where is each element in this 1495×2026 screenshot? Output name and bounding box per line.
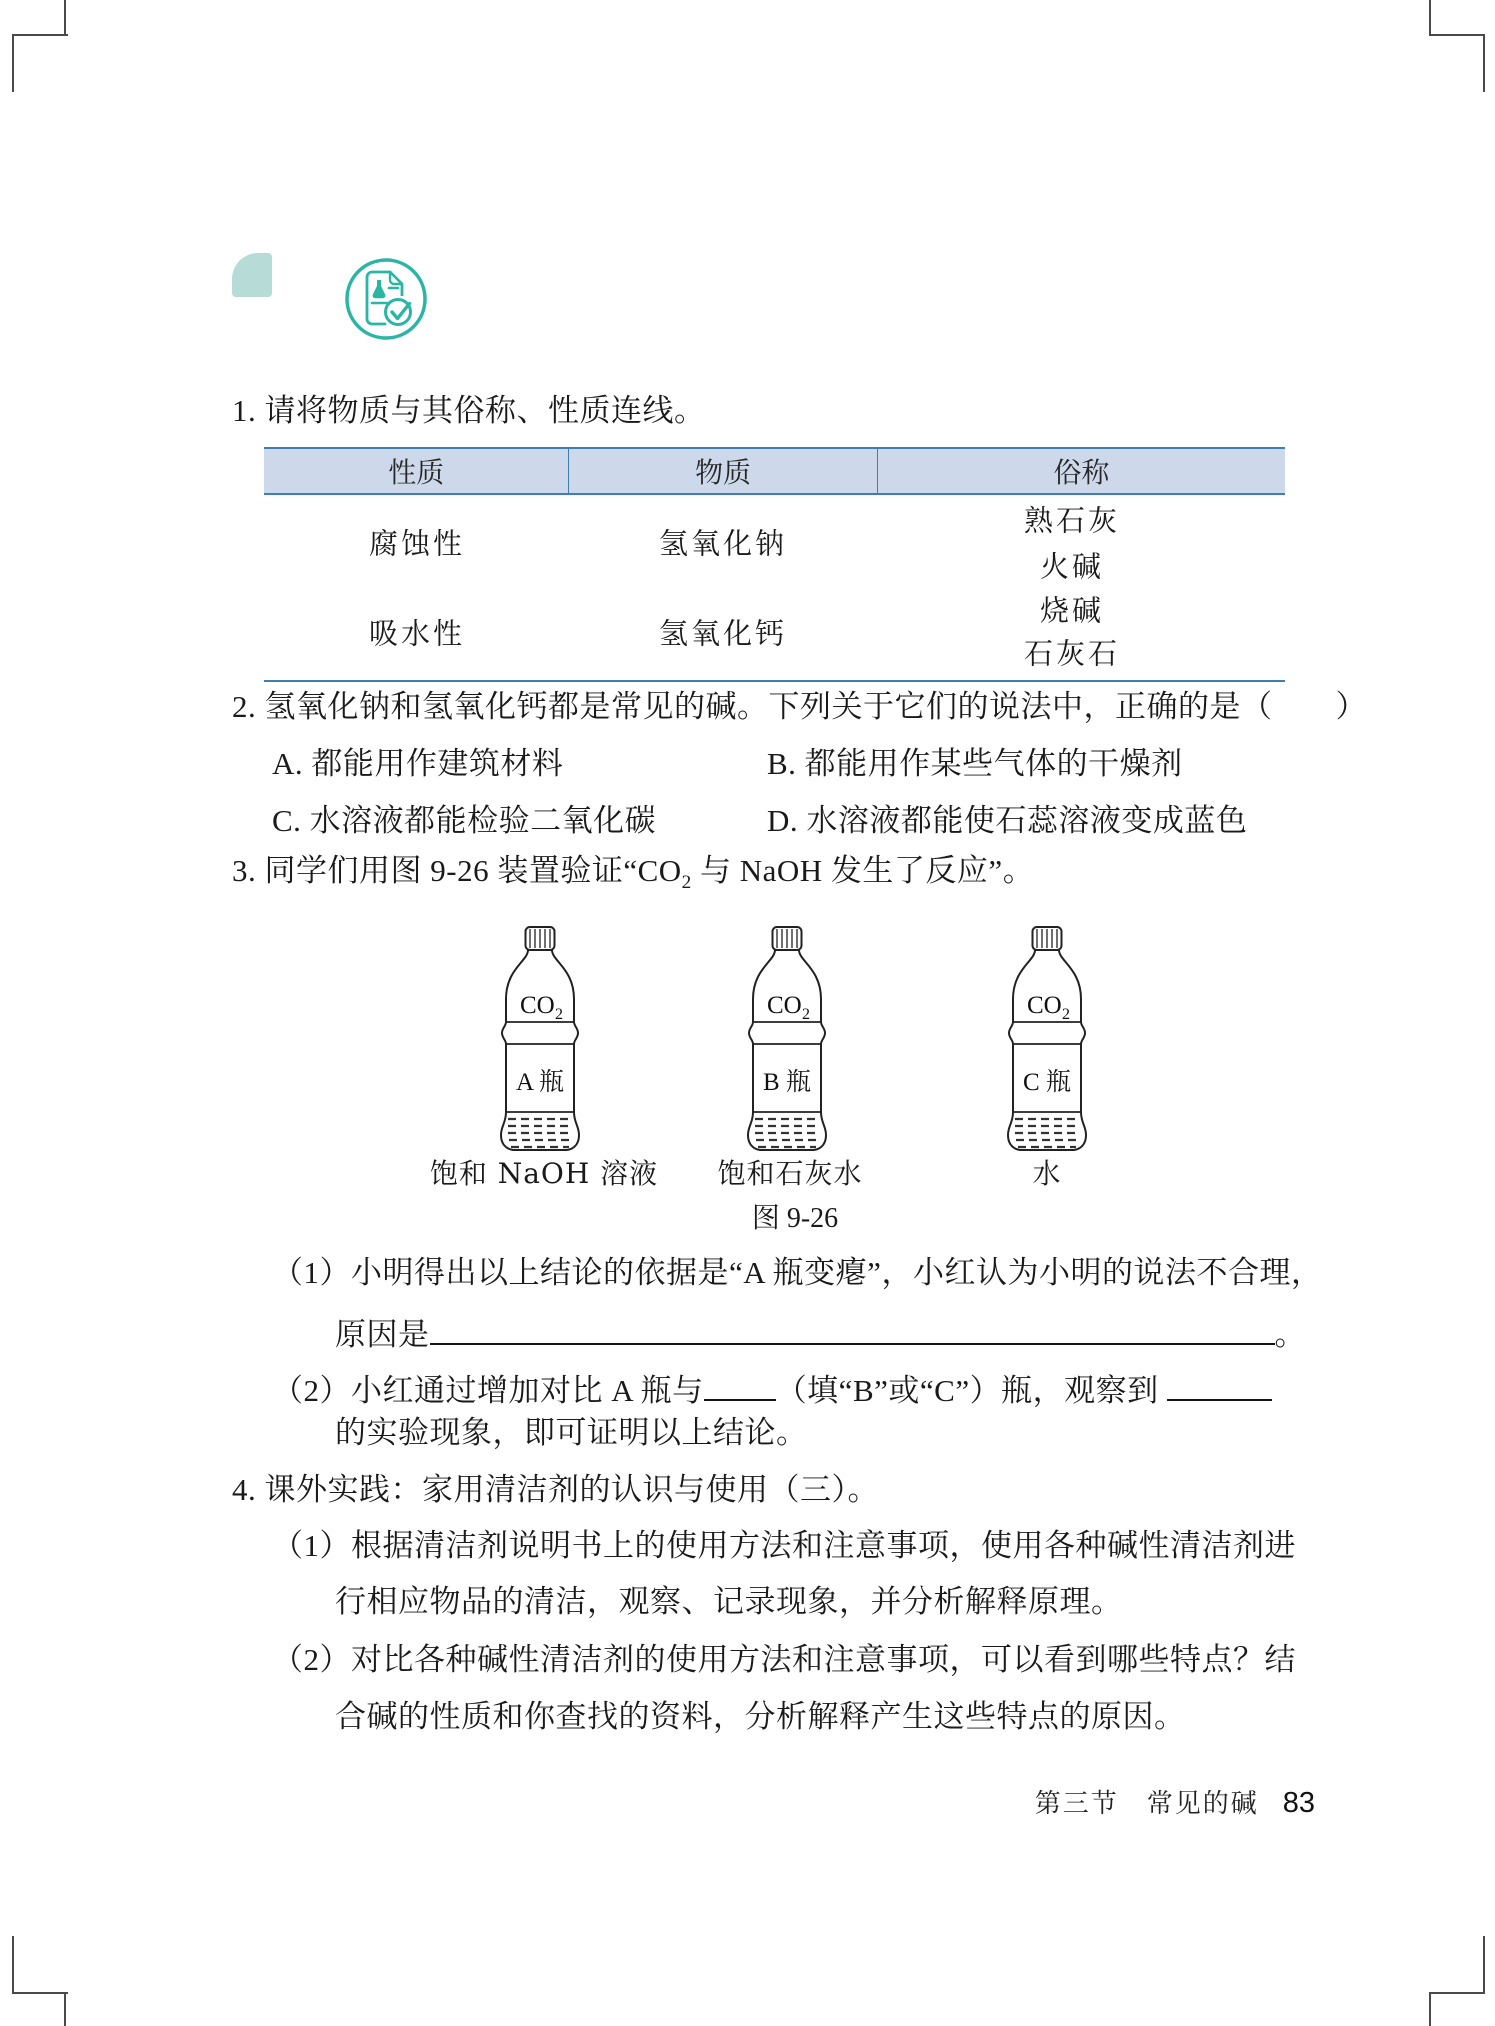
- crop-mark-bottom-left-bracket: [12, 1936, 68, 1994]
- answer-blank-observation: [1167, 1368, 1272, 1401]
- bottle-c-caption: 水: [1032, 1157, 1062, 1190]
- substance-caoh2: 氢氧化钙: [658, 616, 788, 651]
- co2-subscript: 2: [681, 872, 692, 894]
- match-table-body: [264, 495, 1285, 682]
- figure-caption: 图 9-26: [751, 1203, 839, 1234]
- crop-mark-bottom-right-bracket: [1429, 1936, 1485, 1994]
- question-4-sub2-line1: （2）对比各种碱性清洁剂的使用方法和注意事项，可以看到哪些特点？结: [272, 1642, 1296, 1677]
- question-3-text: 3. 同学们用图 9-26 装置验证“$CO_2$ 与 NaOH 发生了反应”。: [232, 853, 1035, 894]
- section-corner-decoration: [232, 253, 272, 297]
- question-4-sub1-line1: （1）根据清洁剂说明书上的使用方法和注意事项，使用各种碱性清洁剂进: [272, 1528, 1296, 1563]
- crop-mark-top-left-bracket: [12, 34, 68, 92]
- question-4-sub2-line2: 合碱的性质和你查找的资料，分析解释产生这些特点的原因。: [335, 1699, 1186, 1734]
- question-3-sub1-line2: 原因是 。: [335, 1312, 1306, 1353]
- option-b: B. 都能用作某些气体的干燥剂: [767, 746, 1183, 781]
- svg-text:A 瓶: A 瓶: [516, 1069, 564, 1096]
- common-name-huojian: 火碱: [1039, 549, 1105, 584]
- svg-text:2: 2: [555, 1006, 563, 1023]
- svg-text:2: 2: [1062, 1006, 1070, 1023]
- match-table: [264, 447, 1285, 682]
- bottle-a-caption: 饱和 NaOH 溶液: [429, 1157, 659, 1190]
- substance-naoh: 氢氧化钠: [658, 526, 788, 561]
- page-footer: [1035, 1783, 1315, 1820]
- option-a: A. 都能用作建筑材料: [272, 746, 564, 781]
- header-substance: 物质: [568, 449, 876, 493]
- property-corrosive: 腐蚀性: [368, 526, 466, 561]
- crop-mark-top-left-line: [64, 0, 66, 34]
- option-c: C. 水溶液都能检验二氧化碳: [272, 803, 657, 838]
- option-d: D. 水溶液都能使石蕊溶液变成蓝色: [767, 803, 1248, 838]
- header-common-name: 俗称: [877, 449, 1285, 493]
- crop-mark-bottom-left-line: [64, 1992, 66, 2026]
- svg-text:CO: CO: [767, 992, 802, 1019]
- common-name-slaked-lime: 熟石灰: [1023, 503, 1121, 538]
- question-4-sub1-line2: 行相应物品的清洁，观察、记录现象，并分析解释原理。: [335, 1584, 1123, 1619]
- answer-blank-bottle-choice: [704, 1368, 776, 1401]
- answer-blank-reason: [430, 1312, 1275, 1345]
- svg-text:B 瓶: B 瓶: [763, 1069, 811, 1096]
- question-3-sub2-line1: （2）小红通过增加对比 A 瓶与 （填“B”或“C”）瓶，观察到: [272, 1368, 1272, 1409]
- bottle-c-diagram: [1002, 925, 1092, 1151]
- question-2-text: 2. 氢氧化钠和氢氧化钙都是常见的碱。下列关于它们的说法中，正确的是（ ）: [232, 689, 1367, 724]
- header-property: 性质: [388, 457, 445, 488]
- exercise-check-icon: [344, 257, 428, 341]
- crop-mark-bottom-right-line: [1429, 1992, 1431, 2026]
- bottle-a-diagram: [495, 925, 585, 1151]
- match-table-header: [264, 447, 1285, 495]
- common-name-limestone: 石灰石: [1023, 636, 1121, 671]
- bottle-b-diagram: [742, 925, 832, 1151]
- footer-page-number: 83: [1282, 1787, 1315, 1819]
- svg-text:C 瓶: C 瓶: [1023, 1069, 1071, 1096]
- question-1-text: 1. 请将物质与其俗称、性质连线。: [232, 393, 706, 428]
- crop-mark-top-right-line: [1429, 0, 1431, 34]
- property-hygroscopic: 吸水性: [368, 616, 466, 651]
- question-3-sub1-line1: （1）小明得出以上结论的依据是“A 瓶变瘪”，小红认为小明的说法不合理，: [272, 1255, 1323, 1290]
- bottle-b-caption: 饱和石灰水: [717, 1157, 863, 1190]
- svg-text:CO: CO: [520, 992, 555, 1019]
- question-4-text: 4. 课外实践：家用清洁剂的认识与使用（三）。: [232, 1472, 879, 1507]
- crop-mark-top-right-bracket: [1429, 34, 1485, 92]
- svg-text:CO: CO: [1027, 992, 1062, 1019]
- question-3-sub2-line2: 的实验现象，即可证明以上结论。: [335, 1415, 808, 1450]
- common-name-caustic-soda: 烧碱: [1039, 593, 1105, 628]
- svg-text:2: 2: [802, 1006, 810, 1023]
- footer-section-title: 第三节 常见的碱: [1034, 1789, 1259, 1819]
